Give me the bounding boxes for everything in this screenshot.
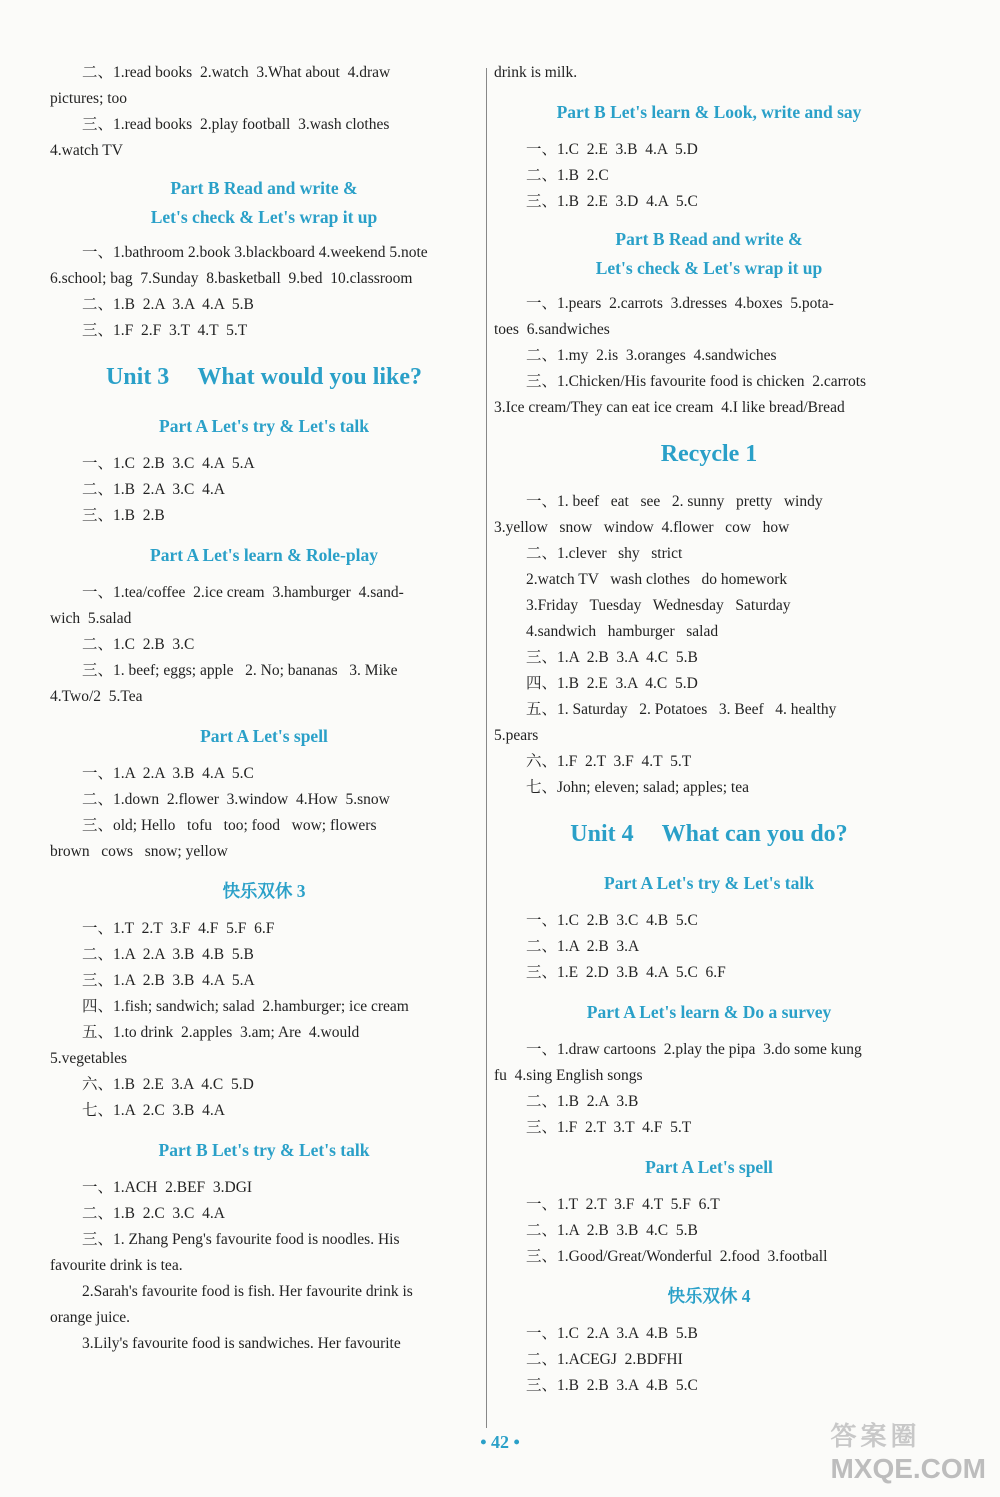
answer-line: 6.school; bag 7.Sunday 8.basketball 9.bed 10.classroom	[50, 270, 413, 287]
answer-line: 一、1.C 2.B 3.C 4.A 5.A	[82, 455, 255, 472]
answer-line: 三、1.Good/Great/Wonderful 2.food 3.football	[526, 1248, 828, 1265]
answer-line: 二、1.down 2.flower 3.window 4.How 5.snow	[82, 791, 390, 808]
answer-line: 一、1. beef eat see 2. sunny pretty windy	[526, 493, 823, 510]
section-heading: Part A Let's learn & Role-play	[150, 545, 378, 565]
answer-line: 二、1.C 2.B 3.C	[82, 636, 195, 653]
answer-line: 二、1.B 2.A 3.C 4.A	[82, 481, 225, 498]
answer-line: 五、1.to drink 2.apples 3.am; Are 4.would	[82, 1024, 360, 1041]
answer-line: 一、1.pears 2.carrots 3.dresses 4.boxes 5.pota-	[526, 295, 834, 312]
answer-line: 三、1.A 2.B 3.B 4.A 5.A	[82, 972, 255, 989]
unit-title	[494, 437, 924, 471]
section-heading: 快乐双休 4	[667, 1286, 751, 1306]
section-heading: 快乐双休 3	[222, 881, 306, 901]
unit-number: Unit 3	[105, 364, 170, 390]
answer-line: 二、1.clever shy strict	[526, 545, 683, 562]
unit-number: Recycle 1	[660, 441, 758, 467]
unit-name: What can you do?	[661, 821, 848, 847]
section-heading: Part B Let's learn & Look, write and say	[556, 102, 862, 122]
answer-line: 一、1.C 2.A 3.A 4.B 5.B	[526, 1325, 698, 1342]
answer-line: fu 4.sing English songs	[494, 1067, 643, 1084]
answer-line: 3.yellow snow window 4.flower cow how	[494, 519, 790, 536]
answer-line: 三、1. beef; eggs; apple 2. No; bananas 3. Mike	[82, 662, 398, 679]
answer-line: 六、1.F 2.T 3.F 4.T 5.T	[526, 753, 692, 770]
right-column	[494, 60, 924, 1399]
section-heading: Part A Let's try & Let's talk	[159, 416, 369, 436]
answer-line: 四、1.fish; sandwich; salad 2.hamburger; ice cream	[82, 998, 409, 1015]
answer-line: 一、1.bathroom 2.book 3.blackboard 4.weekend 5.note	[82, 244, 428, 261]
answer-line: 三、old; Hello tofu too; food wow; flowers	[82, 817, 377, 834]
answer-line: 六、1.B 2.E 3.A 4.C 5.D	[82, 1076, 254, 1093]
answer-line: 一、1.C 2.E 3.B 4.A 5.D	[526, 141, 698, 158]
watermark-top: 答案圈	[830, 1422, 921, 1451]
answer-line: 3.Friday Tuesday Wednesday Saturday	[526, 597, 791, 614]
left-column	[50, 60, 478, 1357]
answer-line: 二、1.A 2.B 3.A	[526, 938, 640, 955]
section-heading: Part A Let's spell	[645, 1157, 773, 1177]
answer-line: 3.Lily's favourite food is sandwiches. Her favourite	[82, 1335, 401, 1352]
unit-title	[494, 817, 924, 851]
section-heading-line: Let's check & Let's wrap it up	[150, 207, 378, 227]
section-heading: Part A Let's spell	[200, 726, 328, 746]
answer-line: 一、1.T 2.T 3.F 4.T 5.F 6.T	[526, 1196, 720, 1213]
answer-line: 一、1.draw cartoons 2.play the pipa 3.do some kung	[526, 1041, 862, 1058]
section-heading: Part A Let's try & Let's talk	[604, 873, 814, 893]
answer-line: 二、1.B 2.A 3.B	[526, 1093, 639, 1110]
answer-line: drink is milk.	[494, 64, 578, 81]
answer-line: 三、1.F 2.F 3.T 4.T 5.T	[82, 322, 248, 339]
answer-line: 一、1.ACH 2.BEF 3.DGI	[82, 1179, 253, 1196]
answer-line: 二、1.B 2.C	[526, 167, 609, 184]
answer-line: 二、1.A 2.A 3.B 4.B 5.B	[82, 946, 254, 963]
answer-line: 4.watch TV	[50, 142, 123, 159]
unit-number: Unit 4	[570, 821, 634, 847]
answer-line: toes 6.sandwiches	[494, 321, 610, 338]
answer-line: 4.Two/2 5.Tea	[50, 688, 143, 705]
answer-line: 3.Ice cream/They can eat ice cream 4.I like bread/Bread	[494, 399, 845, 416]
answer-line: 三、1.A 2.B 3.A 4.C 5.B	[526, 649, 698, 666]
answer-line: 二、1.my 2.is 3.oranges 4.sandwiches	[526, 347, 777, 364]
answer-line: 5.vegetables	[50, 1050, 128, 1067]
answer-line: 一、1.tea/coffee 2.ice cream 3.hamburger 4.sand-	[82, 584, 404, 601]
answer-line: 七、1.A 2.C 3.B 4.A	[82, 1102, 225, 1119]
answer-line: favourite drink is tea.	[50, 1257, 183, 1274]
answer-line: 二、1.B 2.A 3.A 4.A 5.B	[82, 296, 254, 313]
unit-name: What would you like?	[197, 364, 423, 390]
section-heading-line: Part B Read and write &	[170, 178, 358, 198]
page-number: • 42 •	[480, 1432, 520, 1452]
answer-line: 三、1.read books 2.play football 3.wash clothes	[82, 116, 390, 133]
answer-line: 三、1.Chicken/His favourite food is chicken 2.carrots	[526, 373, 867, 390]
answer-line: 一、1.T 2.T 3.F 4.F 5.F 6.F	[82, 920, 275, 937]
answer-line: 三、1.B 2.E 3.D 4.A 5.C	[526, 193, 698, 210]
answer-line: 三、1.B 2.B 3.A 4.B 5.C	[526, 1377, 698, 1394]
answer-line: 二、1.A 2.B 3.B 4.C 5.B	[526, 1222, 698, 1239]
answer-line: 2.watch TV wash clothes do homework	[526, 571, 788, 588]
answer-line: 三、1.F 2.T 3.T 4.F 5.T	[526, 1119, 692, 1136]
section-heading-line: Let's check & Let's wrap it up	[595, 258, 823, 278]
unit-title	[50, 360, 478, 394]
answer-line: 四、1.B 2.E 3.A 4.C 5.D	[526, 675, 698, 692]
answer-line: pictures; too	[50, 90, 128, 107]
answer-line: 一、1.A 2.A 3.B 4.A 5.C	[82, 765, 254, 782]
answer-line: 2.Sarah's favourite food is fish. Her favourite drink is	[82, 1283, 413, 1300]
answer-line: 二、1.ACEGJ 2.BDFHI	[526, 1351, 683, 1368]
watermark-bottom: MXQE.COM	[830, 1453, 986, 1484]
section-heading	[50, 174, 478, 232]
answer-line: 五、1. Saturday 2. Potatoes 3. Beef 4. healthy	[526, 701, 837, 718]
answer-line: wich 5.salad	[50, 610, 132, 627]
section-heading: Part B Let's try & Let's talk	[158, 1140, 370, 1160]
answer-line: 5.pears	[494, 727, 539, 744]
answer-line: brown cows snow; yellow	[50, 843, 228, 860]
answer-line: 一、1.C 2.B 3.C 4.B 5.C	[526, 912, 698, 929]
section-heading-line: Part B Read and write &	[615, 229, 803, 249]
answer-line: 三、1.E 2.D 3.B 4.A 5.C 6.F	[526, 964, 726, 981]
watermark-logo	[830, 1416, 986, 1485]
section-heading: Part A Let's learn & Do a survey	[586, 1002, 832, 1022]
answer-line: orange juice.	[50, 1309, 131, 1326]
section-heading	[494, 225, 924, 283]
answer-line: 三、1.B 2.B	[82, 507, 165, 524]
answer-line: 七、John; eleven; salad; apples; tea	[526, 779, 749, 796]
answer-line: 二、1.B 2.C 3.C 4.A	[82, 1205, 225, 1222]
answer-line: 4.sandwich hamburger salad	[526, 623, 719, 640]
column-divider	[486, 68, 487, 1428]
answer-line: 二、1.read books 2.watch 3.What about 4.draw	[82, 64, 391, 81]
answer-line: 三、1. Zhang Peng's favourite food is noodles. His	[82, 1231, 400, 1248]
